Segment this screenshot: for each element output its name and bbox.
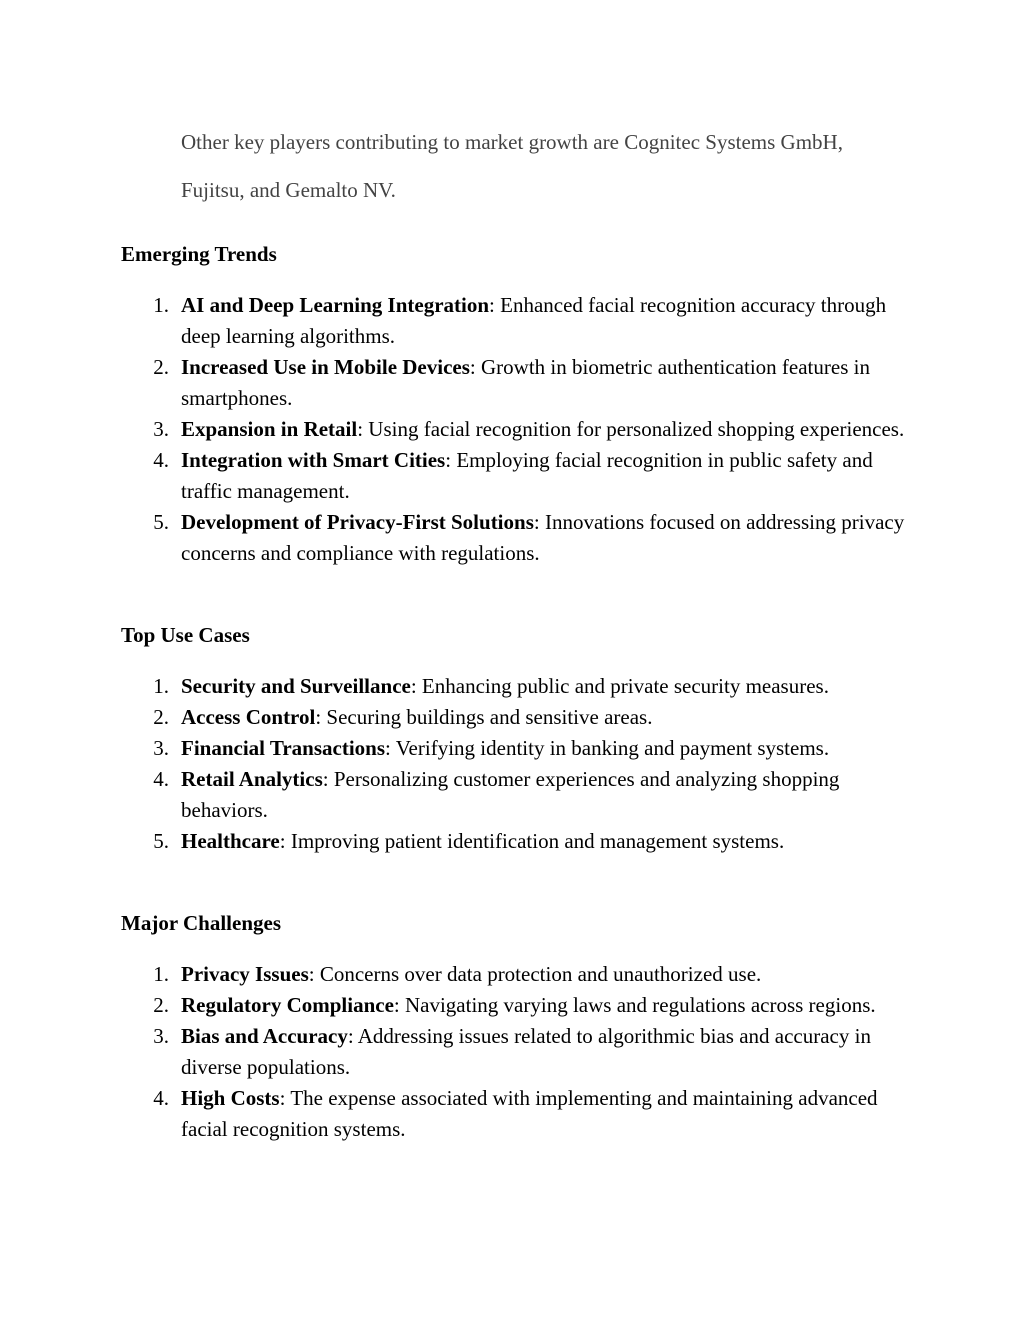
- list-item-description: : Verifying identity in banking and payment systems.: [385, 736, 830, 760]
- list-item-number: 1.: [153, 962, 169, 986]
- list-item-description: : Employing facial recognition in public safety and traffic management.: [181, 448, 873, 503]
- list-item-description: : Concerns over data protection and unauthorized use.: [308, 962, 762, 986]
- list-item-term: Regulatory Compliance: [181, 993, 394, 1017]
- list-item: [121, 702, 911, 733]
- list-item-description: : Navigating varying laws and regulations across regions.: [393, 993, 876, 1017]
- intro-paragraph: Other key players contributing to market growth are Cognitec Systems GmbH, Fujitsu, and Gemalto NV.: [181, 130, 843, 202]
- list-item-description: : The expense associated with implementing and maintaining advanced facial recognition systems.: [181, 1086, 878, 1141]
- list-item: [121, 959, 911, 990]
- list-item-term: AI and Deep Learning Integration: [181, 293, 490, 317]
- list-item-description: : Using facial recognition for personalized shopping experiences.: [357, 417, 905, 441]
- section-heading-top-use-cases: Top Use Cases: [121, 623, 250, 647]
- list-item-term: Access Control: [181, 705, 316, 729]
- list-item: [121, 733, 911, 764]
- list-item-term: Security and Surveillance: [181, 674, 411, 698]
- list-item-term: Healthcare: [181, 829, 280, 853]
- list-item-term: Increased Use in Mobile Devices: [181, 355, 470, 379]
- list-item-term: Financial Transactions: [181, 736, 386, 760]
- list-item-term: Retail Analytics: [181, 767, 323, 791]
- emerging-trends-list: [121, 290, 911, 569]
- list-item: [121, 1021, 911, 1083]
- list-item-number: 4.: [153, 1086, 169, 1110]
- list-item: [121, 507, 911, 569]
- list-item-term: Development of Privacy-First Solutions: [181, 510, 534, 534]
- list-item-term: Bias and Accuracy: [181, 1024, 348, 1048]
- list-item: [121, 671, 911, 702]
- section-heading-major-challenges: Major Challenges: [121, 911, 282, 935]
- major-challenges-list: [121, 959, 911, 1145]
- list-item-number: 4.: [153, 767, 169, 791]
- list-item: [121, 990, 911, 1021]
- list-item-number: 2.: [153, 705, 169, 729]
- list-item-number: 2.: [153, 355, 169, 379]
- list-item-term: High Costs: [181, 1086, 280, 1110]
- list-item-number: 4.: [153, 448, 169, 472]
- list-item-number: 1.: [153, 293, 169, 317]
- list-item-term: Integration with Smart Cities: [181, 448, 446, 472]
- top-use-cases-list: [121, 671, 911, 857]
- list-item-number: 2.: [153, 993, 169, 1017]
- list-item: [121, 414, 911, 445]
- list-item-description: : Addressing issues related to algorithmic bias and accuracy in diverse populations.: [181, 1024, 871, 1079]
- list-item: [121, 290, 911, 352]
- list-item-description: : Personalizing customer experiences and analyzing shopping behaviors.: [181, 767, 840, 822]
- list-item-number: 3.: [153, 417, 169, 441]
- list-item-term: Expansion in Retail: [181, 417, 358, 441]
- list-item-number: 3.: [153, 1024, 169, 1048]
- list-item-description: : Enhanced facial recognition accuracy through deep learning algorithms.: [181, 293, 887, 348]
- list-item-description: : Innovations focused on addressing privacy concerns and compliance with regulations.: [181, 510, 905, 565]
- list-item: [121, 826, 911, 857]
- list-item-description: : Growth in biometric authentication features in smartphones.: [181, 355, 870, 410]
- list-item-number: 5.: [153, 829, 169, 853]
- list-item: [121, 1083, 911, 1145]
- list-item-number: 3.: [153, 736, 169, 760]
- list-item-number: 1.: [153, 674, 169, 698]
- list-item-description: : Securing buildings and sensitive areas.: [315, 705, 653, 729]
- list-item: [121, 445, 911, 507]
- list-item-description: : Improving patient identification and management systems.: [279, 829, 785, 853]
- list-item: [121, 352, 911, 414]
- section-heading-emerging-trends: Emerging Trends: [121, 242, 277, 266]
- list-item: [121, 764, 911, 826]
- list-item-description: : Enhancing public and private security measures.: [410, 674, 829, 698]
- list-item-term: Privacy Issues: [181, 962, 309, 986]
- list-item-number: 5.: [153, 510, 169, 534]
